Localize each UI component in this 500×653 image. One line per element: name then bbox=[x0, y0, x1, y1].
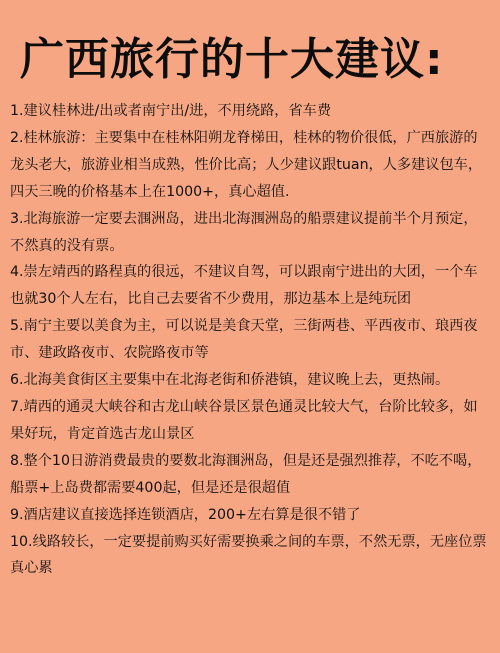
page-title: 广西旅行的十大建议: bbox=[20, 34, 444, 85]
tips-list bbox=[10, 98, 490, 582]
tip-8: 8.整个10日游消费最贵的要数北海涠洲岛，但是还是强烈推荐，不吃不喝，船票+上岛费都需要400起，但是还是很超值 bbox=[10, 452, 482, 496]
tip-10: 10.线路较长，一定要提前购买好需要换乘之间的车票，不然无票，无座位票真心累 bbox=[10, 533, 487, 577]
tip-6: 6.北海美食街区主要集中在北海老街和侨港镇，建议晚上去，更热闹。 bbox=[10, 372, 450, 389]
tip-4: 4.崇左靖西的路程真的很远，不建议自驾，可以跟南宁进出的大团，一个车也就30个人左右，比自己去要省不少费用，那边基本上是纯玩团 bbox=[10, 264, 478, 308]
tip-3: 3.北海旅游一定要去涠洲岛，进出北海涠洲岛的船票建议提前半个月预定，不然真的没有票。 bbox=[10, 210, 478, 254]
tip-5: 5.南宁主要以美食为主，可以说是美食天堂，三街两巷、平西夜市、琅西夜市、建政路夜市、农院路夜市等 bbox=[10, 318, 478, 362]
tip-9: 9.酒店建议直接选择连锁酒店，200+左右算是很不错了 bbox=[10, 506, 361, 523]
tip-7: 7.靖西的通灵大峡谷和古龙山峡谷景区景色通灵比较大气，台阶比较多，如果好玩，肯定首选古龙山景区 bbox=[10, 398, 478, 442]
tip-2: 2.桂林旅游：主要集中在桂林阳朔龙脊梯田，桂林的物价很低，广西旅游的龙头老大，旅游业相当成熟，性价比高；人少建议跟tuan，人多建议包车，四天三晚的价格基本上在1000+，真心超值. bbox=[10, 129, 483, 200]
tip-1: 1.建议桂林进/出或者南宁出/进，不用绕路，省车费 bbox=[10, 103, 332, 119]
